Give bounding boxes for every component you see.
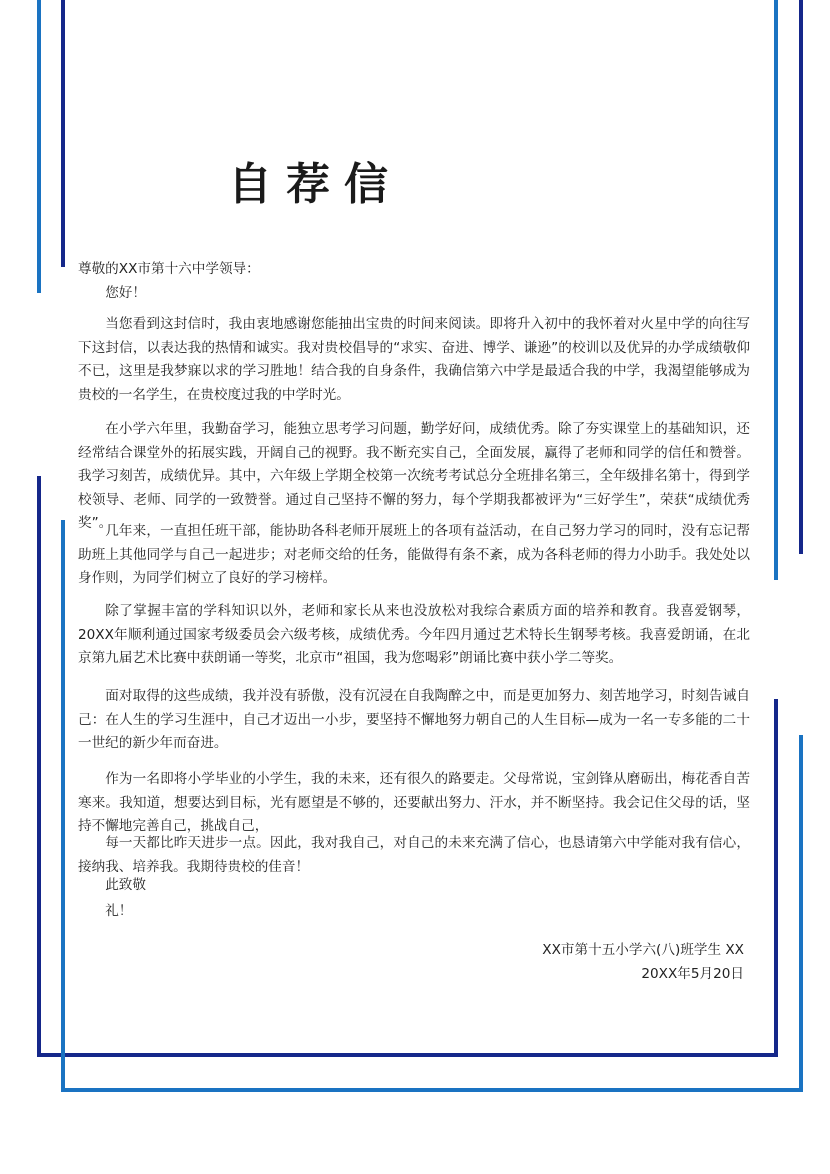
paragraph: 每一天都比昨天进步一点。因此，我对我自己，对自己的未来充满了信心，也恳请第六中学能对我有信心，接纳我、培养我。我期待贵校的佳音！	[78, 835, 750, 875]
closing-line: 礼！	[105, 903, 133, 919]
signature: XX市第十五小学六(八)班学生 XX	[542, 942, 744, 958]
frame-line	[61, 520, 65, 1092]
frame-line	[61, 1088, 803, 1092]
frame-line	[799, 735, 803, 1092]
paragraph: 面对取得的这些成绩，我并没有骄傲，没有沉浸在自我陶醉之中，而是更加努力、刻苦地学习，时刻告诫自己：在人生的学习生涯中，自己才迈出一小步，要坚持不懈地努力朝自己的人生目标—成为一名一专多能的二十一世纪的新少年而奋进。	[78, 688, 750, 751]
frame-line	[37, 0, 41, 293]
paragraph: 在小学六年里，我勤奋学习，能独立思考学习问题，勤学好问，成绩优秀。除了夯实课堂上的基础知识，还经常结合课堂外的拓展实践，开阔自己的视野。我不断充实自己，全面发展，赢得了老师和同学的信任和赞誉。我学习刻苦，成绩优异。其中，六年级上学期全校第一次统考考试总分全班排名第三，全年级排名第十，得到学校领导、老师、同学的一致赞誉。通过自己坚持不懈的努力，每个学期我都被评为“三好学生”，荣获“成绩优秀奖”。	[78, 421, 750, 531]
closing-line: 此致敬	[105, 877, 146, 893]
greeting: 您好！	[105, 285, 146, 301]
frame-line	[774, 699, 778, 1057]
frame-line	[37, 1053, 778, 1057]
paragraph: 作为一名即将小学毕业的小学生，我的未来，还有很久的路要走。父母常说，宝剑锋从磨砺出，梅花香自苦寒来。我知道，想要达到目标，光有愿望是不够的，还要献出努力、汗水，并不断坚持。我会记住父母的话，坚持不懈地完善自己，挑战自己，	[78, 771, 750, 834]
frame-line	[799, 0, 803, 554]
date: 20XX年5月20日	[641, 966, 744, 982]
page-title: 自荐信	[228, 159, 402, 210]
paragraph: 几年来，一直担任班干部，能协助各科老师开展班上的各项有益活动，在自己努力学习的同时，没有忘记帮助班上其他同学与自己一起进步；对老师交给的任务，能做得有条不紊，成为各科老师的得力小助手。我处处以身作则，为同学们树立了良好的学习榜样。	[78, 523, 750, 586]
salutation: 尊敬的XX市第十六中学领导：	[78, 261, 260, 277]
paragraph: 除了掌握丰富的学科知识以外，老师和家长从来也没放松对我综合素质方面的培养和教育。我喜爱钢琴，20XX年顺利通过国家考级委员会六级考核，成绩优秀。今年四月通过艺术特长生钢琴考核。我喜爱朗诵，在北京第九届艺术比赛中获朗诵一等奖，北京市“祖国，我为您喝彩”朗诵比赛中获小学二等奖。	[78, 603, 750, 666]
frame-line	[774, 0, 778, 580]
frame-line	[61, 0, 65, 267]
paragraph: 当您看到这封信时，我由衷地感谢您能抽出宝贵的时间来阅读。即将升入初中的我怀着对火星中学的向往写下这封信，以表达我的热情和诚实。我对贵校倡导的“求实、奋进、博学、谦逊”的校训以及优异的办学成绩敬仰不已，这里是我梦寐以求的学习胜地！结合我的自身条件，我确信第六中学是最适合我的中学，我渴望能够成为贵校的一名学生，在贵校度过我的中学时光。	[78, 316, 750, 403]
frame-line	[37, 476, 41, 1057]
